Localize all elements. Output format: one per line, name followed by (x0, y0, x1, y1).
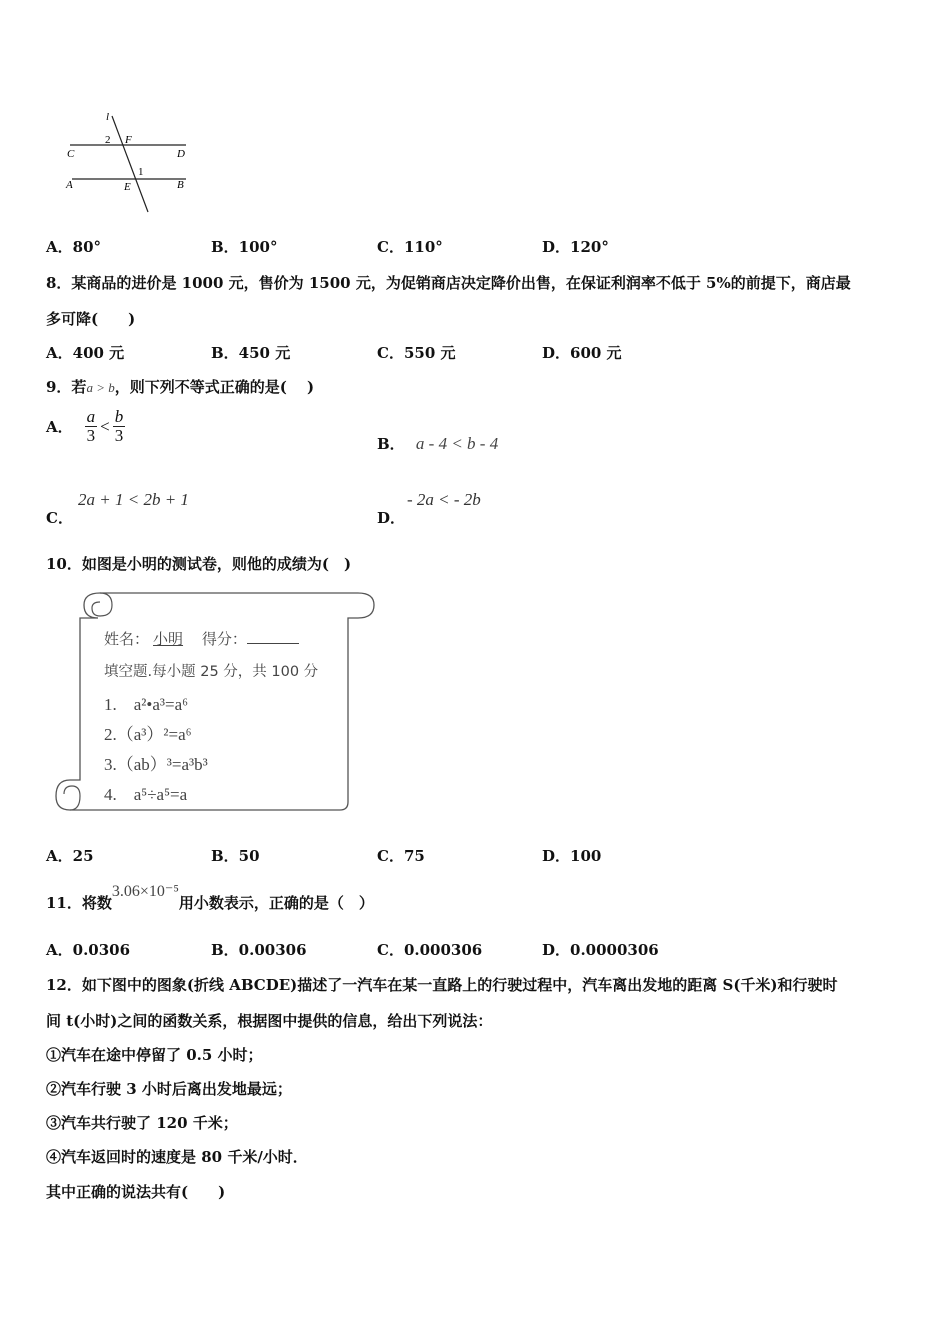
paper-instruction: 填空题.每小题 25 分，共 100 分 (104, 664, 319, 680)
q9-option-a-rel: < (100, 416, 110, 436)
q7-option-a[interactable]: A．80° (46, 238, 102, 256)
q12-stem-line1: 12．如下图中的图象(折线 ABCDE)描述了一汽车在某一直路上的行驶过程中，汽车离出发地的距离 S(千米)和行驶时 (46, 976, 838, 994)
q7-option-d[interactable]: D．120° (542, 238, 609, 256)
q7-option-b[interactable]: B．100° (211, 238, 278, 256)
q10-option-a[interactable]: A．25 (46, 847, 94, 865)
line-l (112, 116, 148, 212)
q11-number: 3.06×10⁻⁵ (111, 883, 179, 900)
label-a: A (66, 179, 73, 191)
q9-frac-b: $\frac{b}{3}$ (114, 407, 124, 445)
paper-item-4: 4. a⁵÷a⁵=a (104, 785, 188, 804)
q11-suffix: 用小数表示，正确的是（ ） (178, 894, 374, 912)
q8-stem-line2: 多可降( ) (46, 310, 136, 328)
q11-option-d[interactable]: D．0.0000306 (542, 941, 659, 959)
q9-option-b-label: B． (377, 435, 405, 453)
q11-prefix: 11．将数 (46, 894, 112, 912)
q8-option-c[interactable]: C．550 元 (377, 344, 456, 362)
paper-name-label: 姓名： (104, 630, 150, 648)
label-1: 1 (138, 166, 144, 178)
q8-stem-line1: 8．某商品的进价是 1000 元，售价为 1500 元，为促销商店决定降价出售，在保证利润率不低于 5%的前提下，商店最 (46, 274, 851, 292)
paper-score-label: 得分： (201, 630, 247, 648)
q9-option-a-label: A． (46, 418, 73, 436)
q9-condition: a > b (86, 380, 115, 395)
paper-item-1: 1. a²•a³=a⁶ (104, 695, 189, 714)
label-2: 2 (105, 134, 111, 146)
paper-score-blank (247, 629, 299, 644)
q11-option-a[interactable]: A．0.0306 (46, 941, 131, 959)
q8-option-a[interactable]: A．400 元 (46, 344, 125, 362)
q9-option-c-expr: 2a + 1 < 2b + 1 (78, 490, 189, 509)
label-e: E (124, 181, 131, 193)
scroll-frame (52, 590, 378, 814)
q9-option-d-expr: - 2a < - 2b (407, 490, 481, 509)
q12-stem-line2: 间 t(小时)之间的函数关系，根据图中提供的信息，给出下列说法： (46, 1012, 493, 1030)
q8-option-d[interactable]: D．600 元 (542, 344, 622, 362)
paper-name-value: 小明 (153, 630, 184, 648)
q7-figure (58, 108, 198, 216)
q12-statement-1: ①汽车在途中停留了 0.5 小时； (46, 1046, 263, 1064)
q9-option-b[interactable] (377, 433, 498, 454)
label-c: C (67, 148, 75, 160)
paper-item-3: 3.（ab）³=a³b³ (104, 755, 208, 774)
label-l: l (106, 111, 110, 123)
q7-option-c[interactable]: C．110° (377, 238, 443, 256)
q8-option-b[interactable]: B．450 元 (211, 344, 291, 362)
q10-option-b[interactable]: B．50 (211, 847, 260, 865)
q9-option-d[interactable]: D． (377, 509, 406, 527)
q9-suffix: ，则下列不等式正确的是( ) (114, 378, 315, 396)
q9-option-b-expr: a - 4 < b - 4 (415, 434, 499, 453)
q10-option-d[interactable]: D．100 (542, 847, 602, 865)
q12-statement-4: ④汽车返回时的速度是 80 千米/小时． (46, 1148, 308, 1166)
q12-statement-2: ②汽车行驶 3 小时后离出发地最远； (46, 1080, 292, 1098)
q9-option-c[interactable]: C． (46, 509, 73, 527)
paper-item-2: 2.（a³）²=a⁶ (104, 725, 192, 744)
q9-option-a[interactable] (46, 408, 125, 445)
q12-statement-3: ③汽车共行驶了 120 千米； (46, 1114, 238, 1132)
q9-prefix: 9．若 (46, 378, 87, 396)
q10-option-c[interactable]: C．75 (377, 847, 425, 865)
q9-frac-a: $\frac{a}{3}$ (86, 407, 96, 445)
label-b: B (177, 179, 184, 191)
q9-stem (46, 376, 314, 397)
label-f: F (125, 134, 132, 146)
q11-option-c[interactable]: C．0.000306 (377, 941, 483, 959)
q10-test-paper (52, 590, 378, 814)
label-d: D (177, 148, 185, 160)
paper-name-row (104, 628, 299, 649)
q10-stem: 10．如图是小明的测试卷，则他的成绩为( ) (46, 555, 352, 573)
q11-stem (46, 880, 374, 912)
q11-option-b[interactable]: B．0.00306 (211, 941, 307, 959)
q12-closing: 其中正确的说法共有( ) (46, 1183, 226, 1201)
